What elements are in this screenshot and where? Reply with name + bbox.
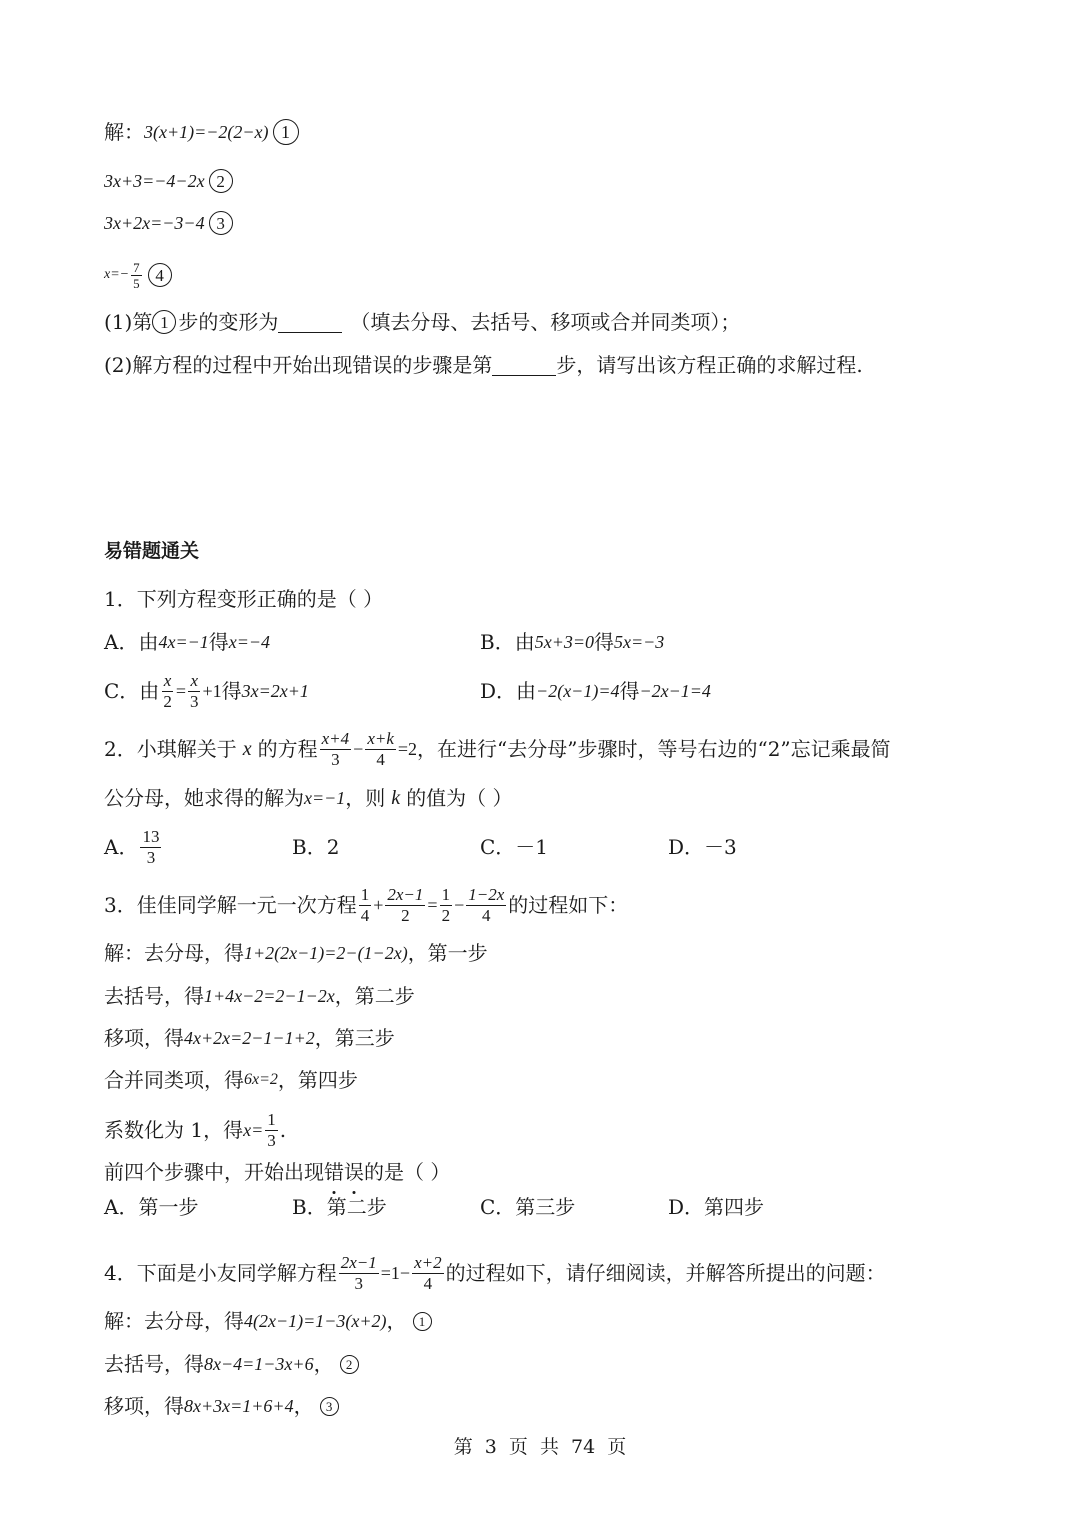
- q1-option-c-label: C．由: [104, 679, 160, 703]
- q2-stem-line-1: [104, 726, 891, 772]
- q2-stem-line-2: [104, 784, 513, 812]
- fraction-numerator: 13: [142, 826, 160, 846]
- q3-step-3-eq: 4x+2x=2−1−1+2: [184, 1028, 315, 1048]
- top-question-2: [104, 351, 863, 379]
- q3-step-1: [104, 939, 488, 967]
- top-question-1: [104, 308, 740, 336]
- q2-prefix: (2)解方程的过程中开始出现错误的步骤是第: [104, 353, 493, 377]
- minus-sign: −: [454, 895, 465, 915]
- q4-step-3-comma: ，: [293, 1394, 314, 1418]
- q3-step-2-note: ，第二步: [334, 984, 415, 1008]
- q1-option-c-de: 得: [221, 679, 242, 703]
- q3-step-1-label: 解：去分母，得: [104, 941, 244, 965]
- q2-var-k: k: [391, 787, 401, 809]
- fraction-numerator: 2x−1: [340, 1252, 377, 1272]
- q4-step-3-label: 移项，得: [104, 1394, 184, 1418]
- q3-step-5: [104, 1107, 286, 1153]
- q3-step-5-lhs: x=: [243, 1120, 264, 1140]
- fraction-denominator: 2: [441, 905, 451, 925]
- fraction-numerator: x+2: [414, 1252, 442, 1272]
- q4-eq-mid: =1−: [380, 1263, 411, 1283]
- q2-frac-1: [320, 729, 352, 770]
- q3-step-3-note: ，第三步: [314, 1026, 395, 1050]
- equation-step-2: 3x+3=−4−2x: [104, 171, 205, 191]
- q3-question: [104, 1158, 450, 1186]
- q3-stem-a: 3．佳佳同学解一元一次方程: [104, 893, 357, 917]
- q3-step-1-note: ，第一步: [407, 941, 488, 965]
- q1-option-c-eq2: 3x=2x+1: [241, 681, 309, 701]
- q2-stem-c: ，在进行“去分母”步骤时，等号右边的“2”忘记乘最简: [417, 737, 891, 761]
- q4-stem-b: 的过程如下，请仔细阅读，并解答所提出的问题：: [445, 1261, 886, 1285]
- q2-option-b[interactable]: B．2: [292, 835, 340, 859]
- answer-blank-1[interactable]: [278, 312, 342, 333]
- q2-line2-b: ，则: [345, 786, 386, 810]
- q3-step-2: [104, 982, 415, 1010]
- q3-frac-2: [385, 885, 425, 926]
- q1-option-c[interactable]: [104, 671, 309, 712]
- fraction-denominator: 3: [267, 1130, 276, 1150]
- q2-eq-tail: =2: [397, 739, 418, 759]
- q3-step-4-eq: 6x=2: [244, 1071, 278, 1088]
- q3-step-3-label: 移项，得: [104, 1026, 184, 1050]
- q1-option-b[interactable]: [480, 628, 664, 656]
- equation-step-4-lhs: x=−: [104, 267, 130, 282]
- fraction-numerator: 1: [441, 884, 451, 904]
- q1-option-a-eq2: x=−4: [228, 632, 271, 652]
- fraction-numerator: 2x−1: [387, 884, 424, 904]
- q4-step-3: [104, 1392, 339, 1420]
- emphasis-char-1: 错: [324, 1160, 344, 1184]
- q3-step-1-eq: 1+2(2x−1)=2−(1−2x): [244, 943, 408, 963]
- fraction-denominator: 4: [423, 1273, 433, 1293]
- q1-option-a-label: A．由: [104, 630, 159, 654]
- fraction-numerator: 1−2x: [468, 884, 505, 904]
- q3-ask-b: 的是（ ）: [364, 1160, 451, 1184]
- equation-step-1: 3(x+1)=−2(2−x): [144, 122, 269, 142]
- q1-option-c-tail: +1: [202, 681, 222, 701]
- q3-step-5-end: .: [279, 1118, 287, 1142]
- q3-frac-1: [359, 885, 372, 926]
- q3-option-a[interactable]: A．第一步: [104, 1195, 199, 1219]
- q3-step-2-eq: 1+4x−2=2−1−2x: [204, 986, 335, 1006]
- q2-line2-c: 的值为（ ）: [406, 786, 513, 810]
- fraction-numerator: x+k: [367, 728, 394, 748]
- q3-stem-b: 的过程如下：: [508, 893, 629, 917]
- q3-ask-a: 前四个步骤中，开始出现: [104, 1160, 324, 1184]
- q3-step-4-note: ，第四步: [277, 1068, 358, 1092]
- circled-number-3: 3: [209, 211, 233, 235]
- fraction-numerator: 7: [133, 259, 140, 275]
- q3-option-b[interactable]: B．第二步: [292, 1195, 387, 1219]
- top-step-2: [104, 167, 233, 195]
- fraction-denominator: 4: [376, 749, 385, 769]
- q4-step-2-label: 去括号，得: [104, 1352, 204, 1376]
- q3-step-4: [104, 1066, 358, 1094]
- answer-blank-2[interactable]: [492, 355, 556, 376]
- circled-number-4: 4: [148, 263, 172, 287]
- q4-step-1-eq: 4(2x−1)=1−3(x+2): [244, 1311, 387, 1331]
- q3-stem: [104, 882, 628, 928]
- q1-option-b-eq2: 5x=−3: [614, 632, 665, 652]
- q1-option-d-label: D．由: [480, 679, 537, 703]
- minus-sign: −: [353, 739, 364, 759]
- fraction-denominator: 2: [401, 905, 410, 925]
- solution-label: 解：: [104, 120, 144, 144]
- q1-option-b-eq1: 5x+3=0: [534, 632, 594, 652]
- q1-options-row-2: [104, 668, 1004, 714]
- q2-option-d[interactable]: D．－3: [668, 835, 737, 859]
- q4-step-1-label: 解：去分母，得: [104, 1309, 244, 1333]
- q2-option-a-frac: [140, 827, 161, 868]
- circled-number-1-inline: 1: [152, 310, 176, 334]
- top-step-3: [104, 209, 233, 237]
- fraction-numerator: x+4: [321, 728, 350, 748]
- equation-step-3: 3x+2x=−3−4: [104, 213, 205, 233]
- q2-stem-b: 的方程: [257, 737, 318, 761]
- q3-step-3: [104, 1024, 395, 1052]
- fraction-denominator: 3: [146, 847, 156, 867]
- q3-step-5-label: 系数化为 1，得: [104, 1118, 244, 1142]
- circled-number-1: 1: [273, 119, 299, 145]
- fraction-denominator: 4: [482, 905, 491, 925]
- equals-sign: =: [427, 895, 438, 915]
- q2-solution-eq: x=−1: [304, 788, 346, 808]
- q1-option-a-de: 得: [208, 630, 229, 654]
- q2-line2-a: 公分母，她求得的解为: [104, 786, 304, 810]
- q1-option-d-eq1: −2(x−1)=4: [536, 681, 620, 701]
- q1-suffix: （填去分母、去括号、移项或合并同类项）；: [350, 310, 741, 334]
- q2-options: [104, 824, 1004, 870]
- q1-prefix: (1)第: [104, 310, 153, 334]
- q4-step-1-comma: ，: [386, 1309, 407, 1333]
- fraction-numerator: x: [163, 670, 172, 690]
- q4-step-1: [104, 1307, 432, 1335]
- plus-sign: +: [373, 895, 384, 915]
- q4-frac-1: [339, 1253, 379, 1294]
- q1-mid: 步的变形为: [178, 310, 279, 334]
- fraction-numerator: 1: [267, 1109, 276, 1129]
- fraction-denominator: 4: [360, 905, 370, 925]
- fraction-denominator: 3: [354, 1273, 363, 1293]
- fraction-denominator: 3: [189, 691, 199, 711]
- emphasis-char-2: 误: [344, 1160, 364, 1184]
- q4-stem: [104, 1250, 886, 1296]
- q1-option-d-de: 得: [619, 679, 640, 703]
- q4-frac-2: [412, 1253, 444, 1294]
- circled-number-2: 2: [340, 1355, 359, 1374]
- q3-step-5-frac: [265, 1110, 278, 1151]
- q4-step-2: [104, 1350, 359, 1378]
- fraction-denominator: 5: [133, 275, 140, 291]
- q2-stem-a: 2．小琪解关于: [104, 737, 237, 761]
- top-step-4: [104, 255, 172, 295]
- q1-stem: 1．下列方程变形正确的是（ ）: [104, 587, 384, 611]
- fraction-denominator: 3: [331, 749, 340, 769]
- q2-option-a-label: A．: [104, 835, 139, 859]
- circled-number-2: 2: [209, 169, 233, 193]
- q4-stem-a: 4．下面是小友同学解方程: [104, 1261, 337, 1285]
- q1-option-d-eq2: −2x−1=4: [639, 681, 711, 701]
- q2-var-x: x: [242, 738, 252, 760]
- q3-option-d[interactable]: D．第四步: [668, 1195, 765, 1219]
- q1-option-b-label: B．由: [480, 630, 535, 654]
- fraction-numerator: x: [190, 670, 198, 690]
- page-footer: 第 3 页 共 74 页: [453, 1436, 627, 1458]
- q3-option-c[interactable]: C．第三步: [480, 1195, 576, 1219]
- circled-number-3: 3: [320, 1397, 339, 1416]
- q2-option-a[interactable]: [104, 827, 163, 868]
- q1-option-d[interactable]: [480, 677, 711, 705]
- q4-step-2-eq: 8x−4=1−3x+6: [204, 1354, 314, 1374]
- q2-suffix: 步，请写出该方程正确的求解过程.: [556, 353, 863, 377]
- q3-frac-4: [466, 885, 506, 926]
- q1-option-b-de: 得: [594, 630, 614, 654]
- fraction-denominator: 2: [163, 691, 172, 711]
- q1-option-c-frac1: [161, 671, 174, 712]
- q3-step-2-label: 去括号，得: [104, 984, 204, 1008]
- q4-step-3-eq: 8x+3x=1+6+4: [184, 1396, 294, 1416]
- q3-frac-3: [440, 885, 453, 926]
- q2-frac-2: [365, 729, 396, 770]
- top-step-1: [104, 118, 299, 146]
- q1-options-row-1: [104, 628, 1004, 656]
- section-title: 易错题通关: [104, 540, 200, 562]
- q4-step-2-comma: ，: [313, 1352, 334, 1376]
- fraction-numerator: 1: [360, 884, 370, 904]
- q1-option-c-frac2: [188, 671, 201, 712]
- fraction-seven-fifths: [131, 260, 142, 291]
- q2-option-c[interactable]: C．－1: [480, 835, 549, 859]
- circled-number-1: 1: [413, 1312, 432, 1331]
- q1-option-a-eq1: 4x=−1: [158, 632, 209, 652]
- q3-step-4-label: 合并同类项，得: [104, 1068, 244, 1092]
- equals-sign: =: [175, 681, 186, 701]
- q1-option-a[interactable]: [104, 628, 270, 656]
